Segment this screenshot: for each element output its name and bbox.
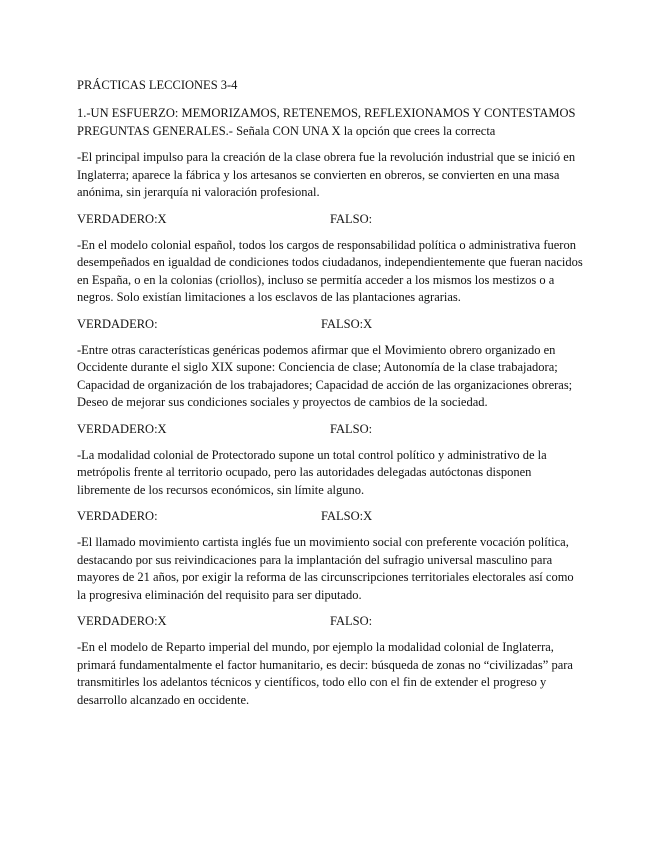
document-title: PRÁCTICAS LECCIONES 3-4	[77, 78, 238, 92]
true-option: VERDADERO:	[77, 316, 158, 331]
false-option: FALSO:X	[321, 316, 373, 331]
true-option: VERDADERO:X	[77, 614, 167, 628]
question-2-text: -En el modelo colonial español, todos los cargos de responsabilidad política o administrativa fueron desempeñados en igualdad de condiciones todos ciudadanos, independientemente que fueran nacidos en España, o en la colonias (criollos), incluso se permitía acceder a los mismos los mestizos o a negros. Solo existían limitaciones a los esclavos de las plantaciones agrarias.	[77, 237, 583, 304]
false-option: FALSO:	[330, 421, 373, 436]
question-2-answers	[77, 316, 585, 333]
question-1-text: -El principal impulso para la creación de la clase obrera fue la revolución industrial que se inició en Inglaterra; aparece la fábrica y los artesanos se convierten en obreros, se convierten en una masa anónima, sin jerarquía ni valoración profesional.	[77, 150, 576, 199]
question-1-answers	[77, 211, 585, 228]
question-3-text: -Entre otras características genéricas podemos afirmar que el Movimiento obrero organizado en Occidente durante el siglo XIX supone: Conciencia de clase; Autonomía de la clase trabajadora; Capacidad de organización de los trabajadores; Capacidad de acción de las organizaciones obreras; Deseo de mejorar sus condiciones sociales y proyectos de cambios de la sociedad.	[77, 342, 573, 409]
question-4-text: -La modalidad colonial de Protectorado supone un total control político y administrativo de la metrópolis frente al territorio ocupado, pero las autoridades delegadas autóctonas disponen libremente de los recursos económicos, sin límite alguno.	[77, 447, 547, 497]
question-5-answers	[77, 613, 585, 630]
true-option: VERDADERO:X	[77, 211, 167, 226]
true-option: VERDADERO:	[77, 509, 158, 523]
false-option: FALSO:	[330, 614, 373, 628]
question-4-answers	[77, 508, 585, 525]
question-6-text: -En el modelo de Reparto imperial del mundo, por ejemplo la modalidad colonial de Inglaterra, primará fundamentalmente el factor humanitario, es decir: búsqueda de zonas no “civilizadas” para transmitirles los adelantos técnicos y científicos, todo ello con el fin de extender el progreso y desarrollo alcanzado en occidente.	[77, 640, 573, 707]
instructions: 1.-UN ESFUERZO: MEMORIZAMOS, RETENEMOS, REFLEXIONAMOS Y CONTESTAMOS PREGUNTAS GENERALES.- Señala CON UNA X la opción que crees la correcta	[77, 106, 576, 138]
question-5-text: -El llamado movimiento cartista inglés fue un movimiento social con preferente vocación política, destacando por sus reivindicaciones para la implantación del sufragio universal masculino para mayores de 21 años, por exigir la reforma de las circunscripciones territoriales electorales así como la progresiva eliminación del requisito para ser diputado.	[77, 535, 574, 602]
question-3-answers	[77, 421, 585, 438]
false-option: FALSO:	[330, 211, 373, 226]
false-option: FALSO:X	[321, 509, 373, 523]
true-option: VERDADERO:X	[77, 421, 167, 436]
